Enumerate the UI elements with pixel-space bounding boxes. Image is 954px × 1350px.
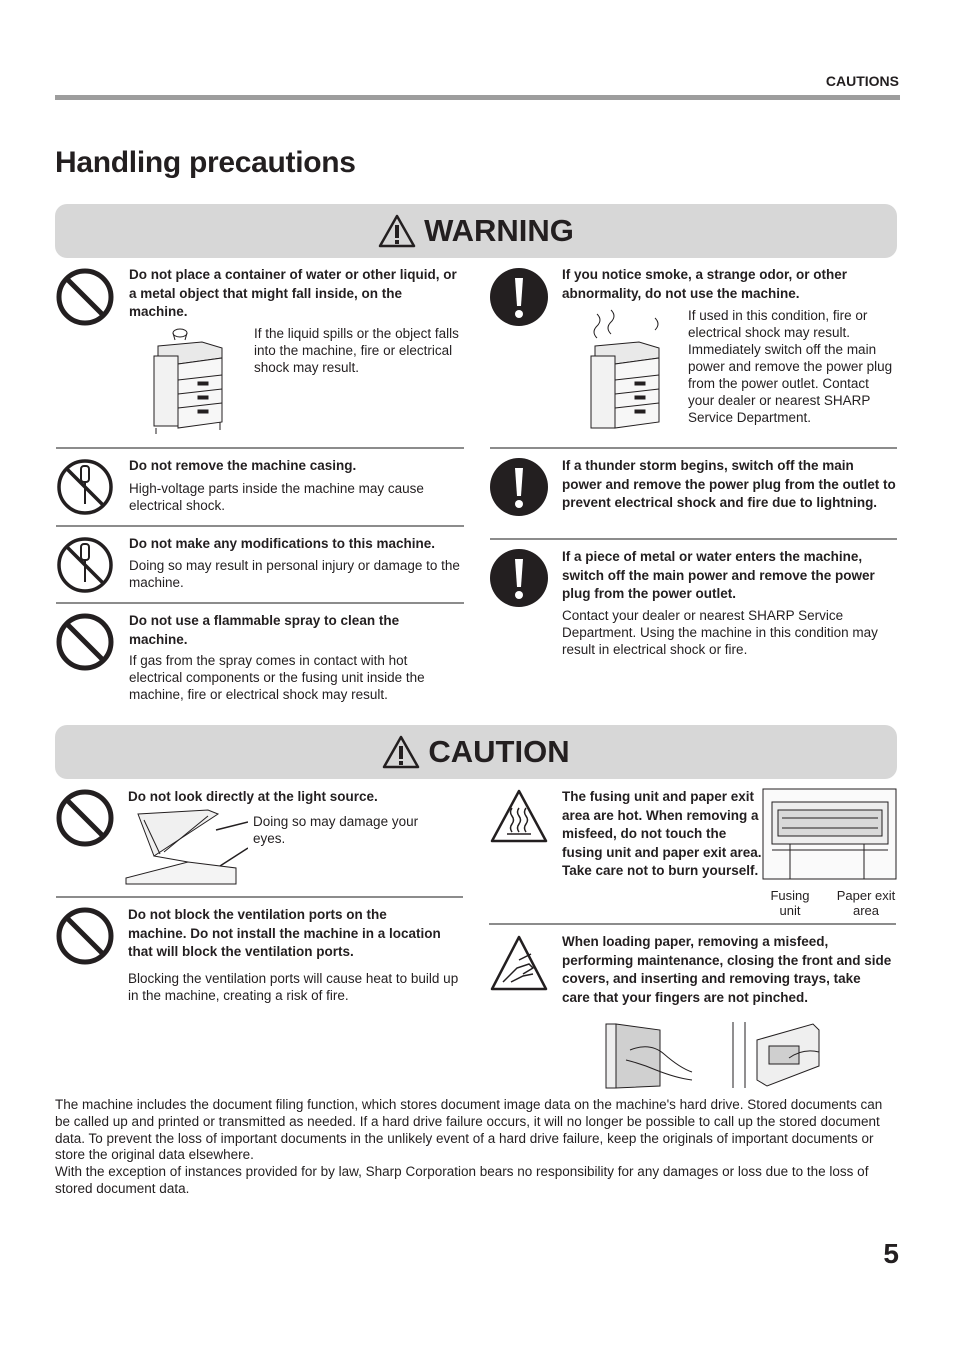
no-modification-icon (56, 536, 114, 594)
divider (490, 447, 897, 449)
finger-pinch-icon (489, 934, 549, 992)
caution-title: CAUTION (428, 734, 570, 769)
footer-paragraph-1: The machine includes the document filing function, which stores document image data on the machine's hard drive. Stored documents can be called up and printed or transmitted as needed. If a hard drive failure occurs, it will no longer be possible to call up the stored document data. To prevent the loss of important documents in the unlikely event of a hard drive failure, keep the originals of important documents or store the original data elsewhere. (55, 1097, 883, 1163)
warning-left-2-body: High-voltage parts inside the machine may cause electrical shock. (129, 481, 424, 513)
warning-right-3-body: Contact your dealer or nearest SHARP Service Department. Using the machine in this condition may result in electrical shock or fire. (562, 608, 878, 657)
warning-right-1-heading: If you notice smoke, a strange odor, or other abnormality, do not use the machine. (562, 267, 848, 301)
mandatory-action-icon (490, 549, 548, 607)
prohibition-icon (56, 789, 114, 847)
fusing-unit-label: Fusing unit (770, 888, 810, 918)
fusing-unit-illustration (762, 788, 897, 880)
caution-left-2-heading: Do not block the ventilation ports on the machine. Do not install the machine in a location that will block the ventilation ports. (128, 907, 441, 959)
caution-banner (55, 725, 897, 779)
header-rule (55, 95, 900, 100)
caution-left-1-heading: Do not look directly at the light source. (128, 789, 378, 804)
page-number: 5 (883, 1238, 899, 1269)
prohibition-icon (56, 268, 114, 326)
warning-left-4-heading: Do not use a flammable spray to clean the machine. (129, 613, 400, 647)
mandatory-action-icon (490, 458, 548, 516)
hot-surface-icon (489, 788, 549, 844)
section-label: CAUTIONS (825, 73, 899, 89)
caution-right-1-heading: The fusing unit and paper exit area are hot. When removing a misfeed, do not touch the fusing unit and paper exit area. Take care not to burn yourself. (562, 789, 762, 878)
caution-left-1-body: Doing so may damage your eyes. (253, 814, 419, 846)
warning-banner (55, 204, 897, 258)
footer-paragraph-2: With the exception of instances provided for by law, Sharp Corporation bears no responsibility for any damages or loss due to the loss of stored document data. (55, 1164, 869, 1196)
warning-left-1-body: If the liquid spills or the object falls into the machine, fire or electrical shock may result. (254, 326, 459, 375)
caution-triangle-icon (382, 735, 420, 769)
warning-triangle-icon (378, 214, 416, 248)
inserting-tray-illustration (727, 1020, 823, 1090)
no-disassembly-icon (56, 458, 114, 516)
warning-right-3-heading: If a piece of metal or water enters the machine, switch off the main power and remove the power plug from the power outlet. (562, 549, 875, 601)
warning-left-3-body: Doing so may result in personal injury or damage to the machine. (129, 558, 460, 590)
paper-exit-area-label: Paper exit area (836, 888, 896, 918)
divider (56, 525, 464, 527)
warning-left-4-body: If gas from the spray comes in contact with hot electrical components or the fusing unit inside the machine, fire or electrical shock may result. (129, 653, 425, 702)
mandatory-action-icon (490, 268, 548, 326)
divider (489, 923, 896, 925)
caution-left-2-body: Blocking the ventilation ports will cause heat to build up in the machine, creating a risk of fire. (128, 971, 459, 1003)
divider (56, 447, 464, 449)
warning-left-3-heading: Do not make any modifications to this machine. (129, 536, 436, 551)
open-scanner-illustration (124, 808, 248, 886)
warning-left-1-heading: Do not place a container of water or other liquid, or a metal object that might fall inside, on the machine. (129, 267, 457, 319)
prohibition-icon (56, 907, 114, 965)
copier-with-container-illustration (150, 324, 230, 438)
warning-title: WARNING (424, 213, 574, 248)
warning-right-1-body: If used in this condition, fire or electrical shock may result. Immediately switch off the main power and remove the power plug from the power outlet. Contact your dealer or nearest SHARP Service Department. (688, 308, 893, 425)
divider (56, 602, 464, 604)
prohibition-icon (56, 613, 114, 671)
divider (490, 538, 897, 540)
divider (56, 896, 463, 898)
warning-right-2-heading: If a thunder storm begins, switch off the main power and remove the power plug from the outlet to prevent electrical shock and fire due to lightning. (562, 458, 896, 510)
caution-right-2-heading: When loading paper, removing a misfeed, performing maintenance, closing the front and side covers, and inserting and removing trays, take care that your fingers are not pinched. (562, 934, 892, 1005)
smoking-copier-illustration (585, 308, 667, 438)
warning-left-2-heading: Do not remove the machine casing. (129, 458, 357, 473)
closing-cover-illustration (600, 1020, 696, 1090)
page-title: Handling precautions (55, 146, 356, 179)
